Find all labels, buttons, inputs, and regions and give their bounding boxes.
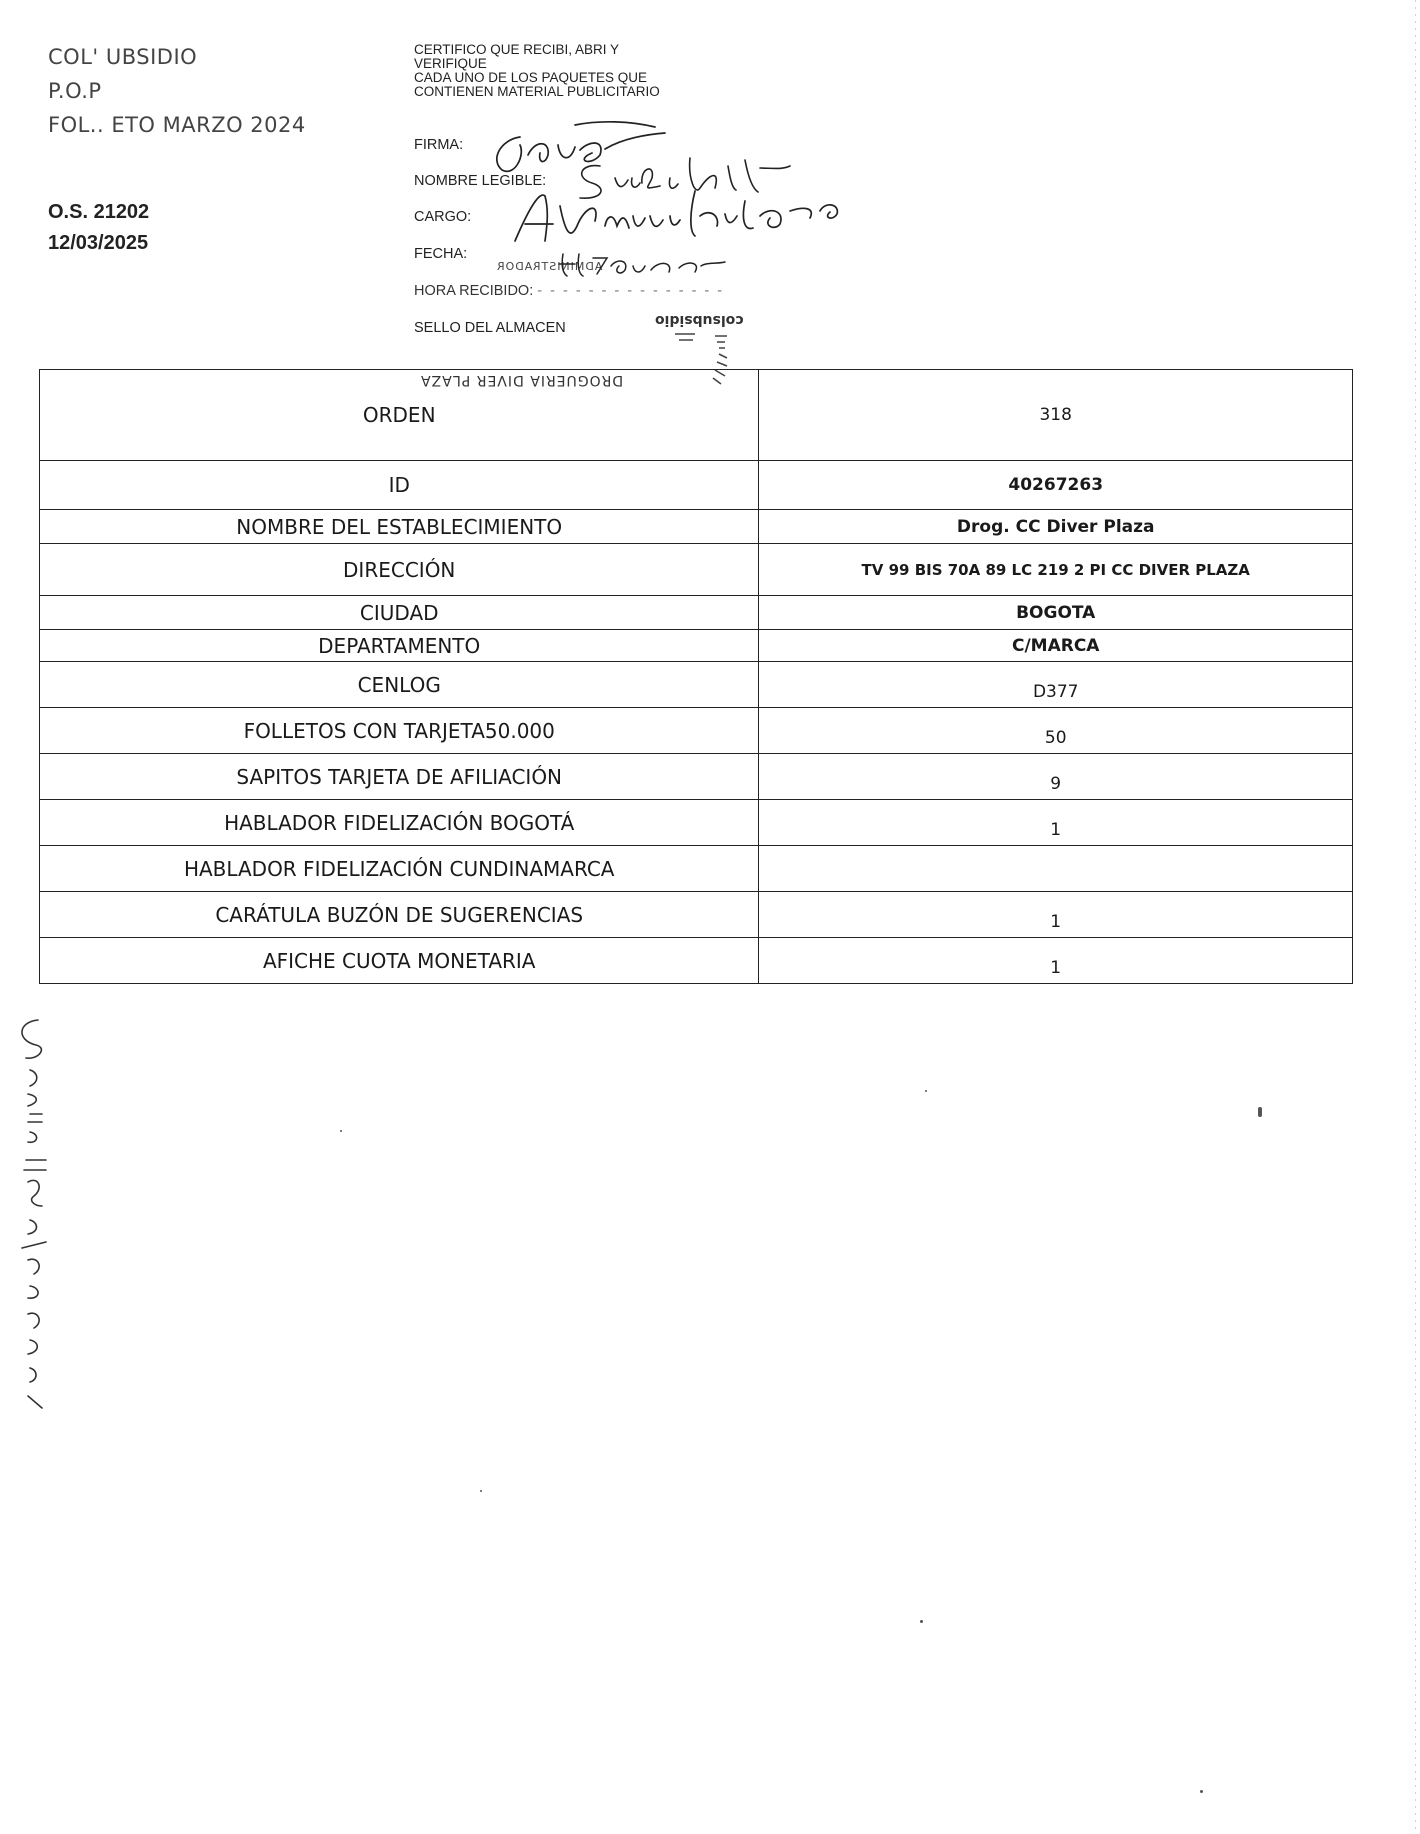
row-value: 318 bbox=[759, 370, 1353, 461]
row-value: 1 bbox=[759, 800, 1353, 846]
store-stamp-text: colsubsidio bbox=[655, 312, 744, 328]
delivery-table bbox=[39, 369, 1353, 984]
scan-speck bbox=[1258, 1107, 1262, 1117]
row-label: FOLLETOS CON TARJETA50.000 bbox=[40, 708, 759, 754]
service-order-block bbox=[48, 197, 149, 259]
scan-speck bbox=[925, 1090, 927, 1092]
scan-edge bbox=[1415, 0, 1416, 1834]
table-row bbox=[40, 630, 1353, 662]
row-value: 1 bbox=[759, 892, 1353, 938]
cert-line: CONTIENEN MATERIAL PUBLICITARIO bbox=[414, 84, 660, 99]
table-row bbox=[40, 938, 1353, 984]
cert-line: CERTIFICO QUE RECIBI, ABRI Y bbox=[414, 42, 620, 57]
hora-recibido-text: HORA RECIBIDO: bbox=[414, 283, 534, 299]
service-order-number: O.S. 21202 bbox=[48, 201, 150, 223]
scan-speck bbox=[340, 1130, 342, 1132]
row-value: BOGOTA bbox=[759, 596, 1353, 630]
hora-recibido-label: HORA RECIBIDO: - - - - - - - - - - - - - - - bbox=[414, 283, 725, 299]
row-label: NOMBRE DEL ESTABLECIMIENTO bbox=[40, 510, 759, 544]
store-stamp-overlay: DROGUERIA DIVER PLAZA bbox=[420, 372, 624, 388]
row-label: ID bbox=[40, 461, 759, 510]
sello-label: SELLO DEL ALMACEN bbox=[414, 320, 566, 336]
table-row bbox=[40, 800, 1353, 846]
table-row bbox=[40, 461, 1353, 510]
cargo-signature bbox=[505, 186, 905, 252]
table-row bbox=[40, 596, 1353, 630]
row-value: 40267263 bbox=[759, 461, 1353, 510]
row-value: C/MARCA bbox=[759, 630, 1353, 662]
row-label: DIRECCIÓN bbox=[40, 544, 759, 596]
row-label: CARÁTULA BUZÓN DE SUGERENCIAS bbox=[40, 892, 759, 938]
firma-label: FIRMA: bbox=[414, 137, 464, 153]
cargo-label: CARGO: bbox=[414, 209, 472, 225]
row-label: HABLADOR FIDELIZACIÓN BOGOTÁ bbox=[40, 800, 759, 846]
brochure-title: FOL.. ETO MARZO 2024 bbox=[48, 113, 306, 137]
row-value: 9 bbox=[759, 754, 1353, 800]
row-label: AFICHE CUOTA MONETARIA bbox=[40, 938, 759, 984]
certification-text bbox=[414, 43, 744, 99]
table-row bbox=[40, 846, 1353, 892]
row-label bbox=[40, 370, 759, 461]
table-row bbox=[40, 544, 1353, 596]
table-row bbox=[40, 754, 1353, 800]
fecha-label: FECHA: bbox=[414, 246, 468, 262]
company-name: COL' UBSIDIO bbox=[48, 45, 198, 69]
table-row bbox=[40, 662, 1353, 708]
service-order-date: 12/03/2025 bbox=[48, 232, 149, 254]
nombre-legible-label: NOMBRE LEGIBLE: bbox=[414, 173, 547, 189]
table-row bbox=[40, 892, 1353, 938]
row-value: TV 99 BIS 70A 89 LC 219 2 PI CC DIVER PLAZA bbox=[759, 544, 1353, 596]
table-row bbox=[40, 510, 1353, 544]
table-row bbox=[40, 708, 1353, 754]
row-value: 1 bbox=[759, 938, 1353, 984]
fecha-signature bbox=[555, 248, 735, 286]
cert-line: VERIFIQUE bbox=[414, 56, 487, 71]
row-label: CENLOG bbox=[40, 662, 759, 708]
row-label: HABLADOR FIDELIZACIÓN CUNDINAMARCA bbox=[40, 846, 759, 892]
row-value: 50 bbox=[759, 708, 1353, 754]
row-label: SAPITOS TARJETA DE AFILIACIÓN bbox=[40, 754, 759, 800]
stamp-administrador-mirrored: ADMINISTRADOR bbox=[496, 260, 603, 273]
department-line: P.O.P bbox=[48, 79, 102, 103]
row-label-text: ORDEN bbox=[362, 403, 436, 427]
scan-speck bbox=[920, 1620, 923, 1623]
company-header bbox=[48, 40, 306, 142]
cert-line: CADA UNO DE LOS PAQUETES QUE bbox=[414, 70, 648, 85]
row-label: DEPARTAMENTO bbox=[40, 630, 759, 662]
row-label: CIUDAD bbox=[40, 596, 759, 630]
row-value: D377 bbox=[759, 662, 1353, 708]
scan-speck bbox=[1200, 1790, 1203, 1793]
scan-speck bbox=[480, 1490, 482, 1492]
margin-handwritten-note bbox=[8, 1010, 58, 1440]
row-value: Drog. CC Diver Plaza bbox=[759, 510, 1353, 544]
table-row bbox=[40, 370, 1353, 461]
row-value bbox=[759, 846, 1353, 892]
